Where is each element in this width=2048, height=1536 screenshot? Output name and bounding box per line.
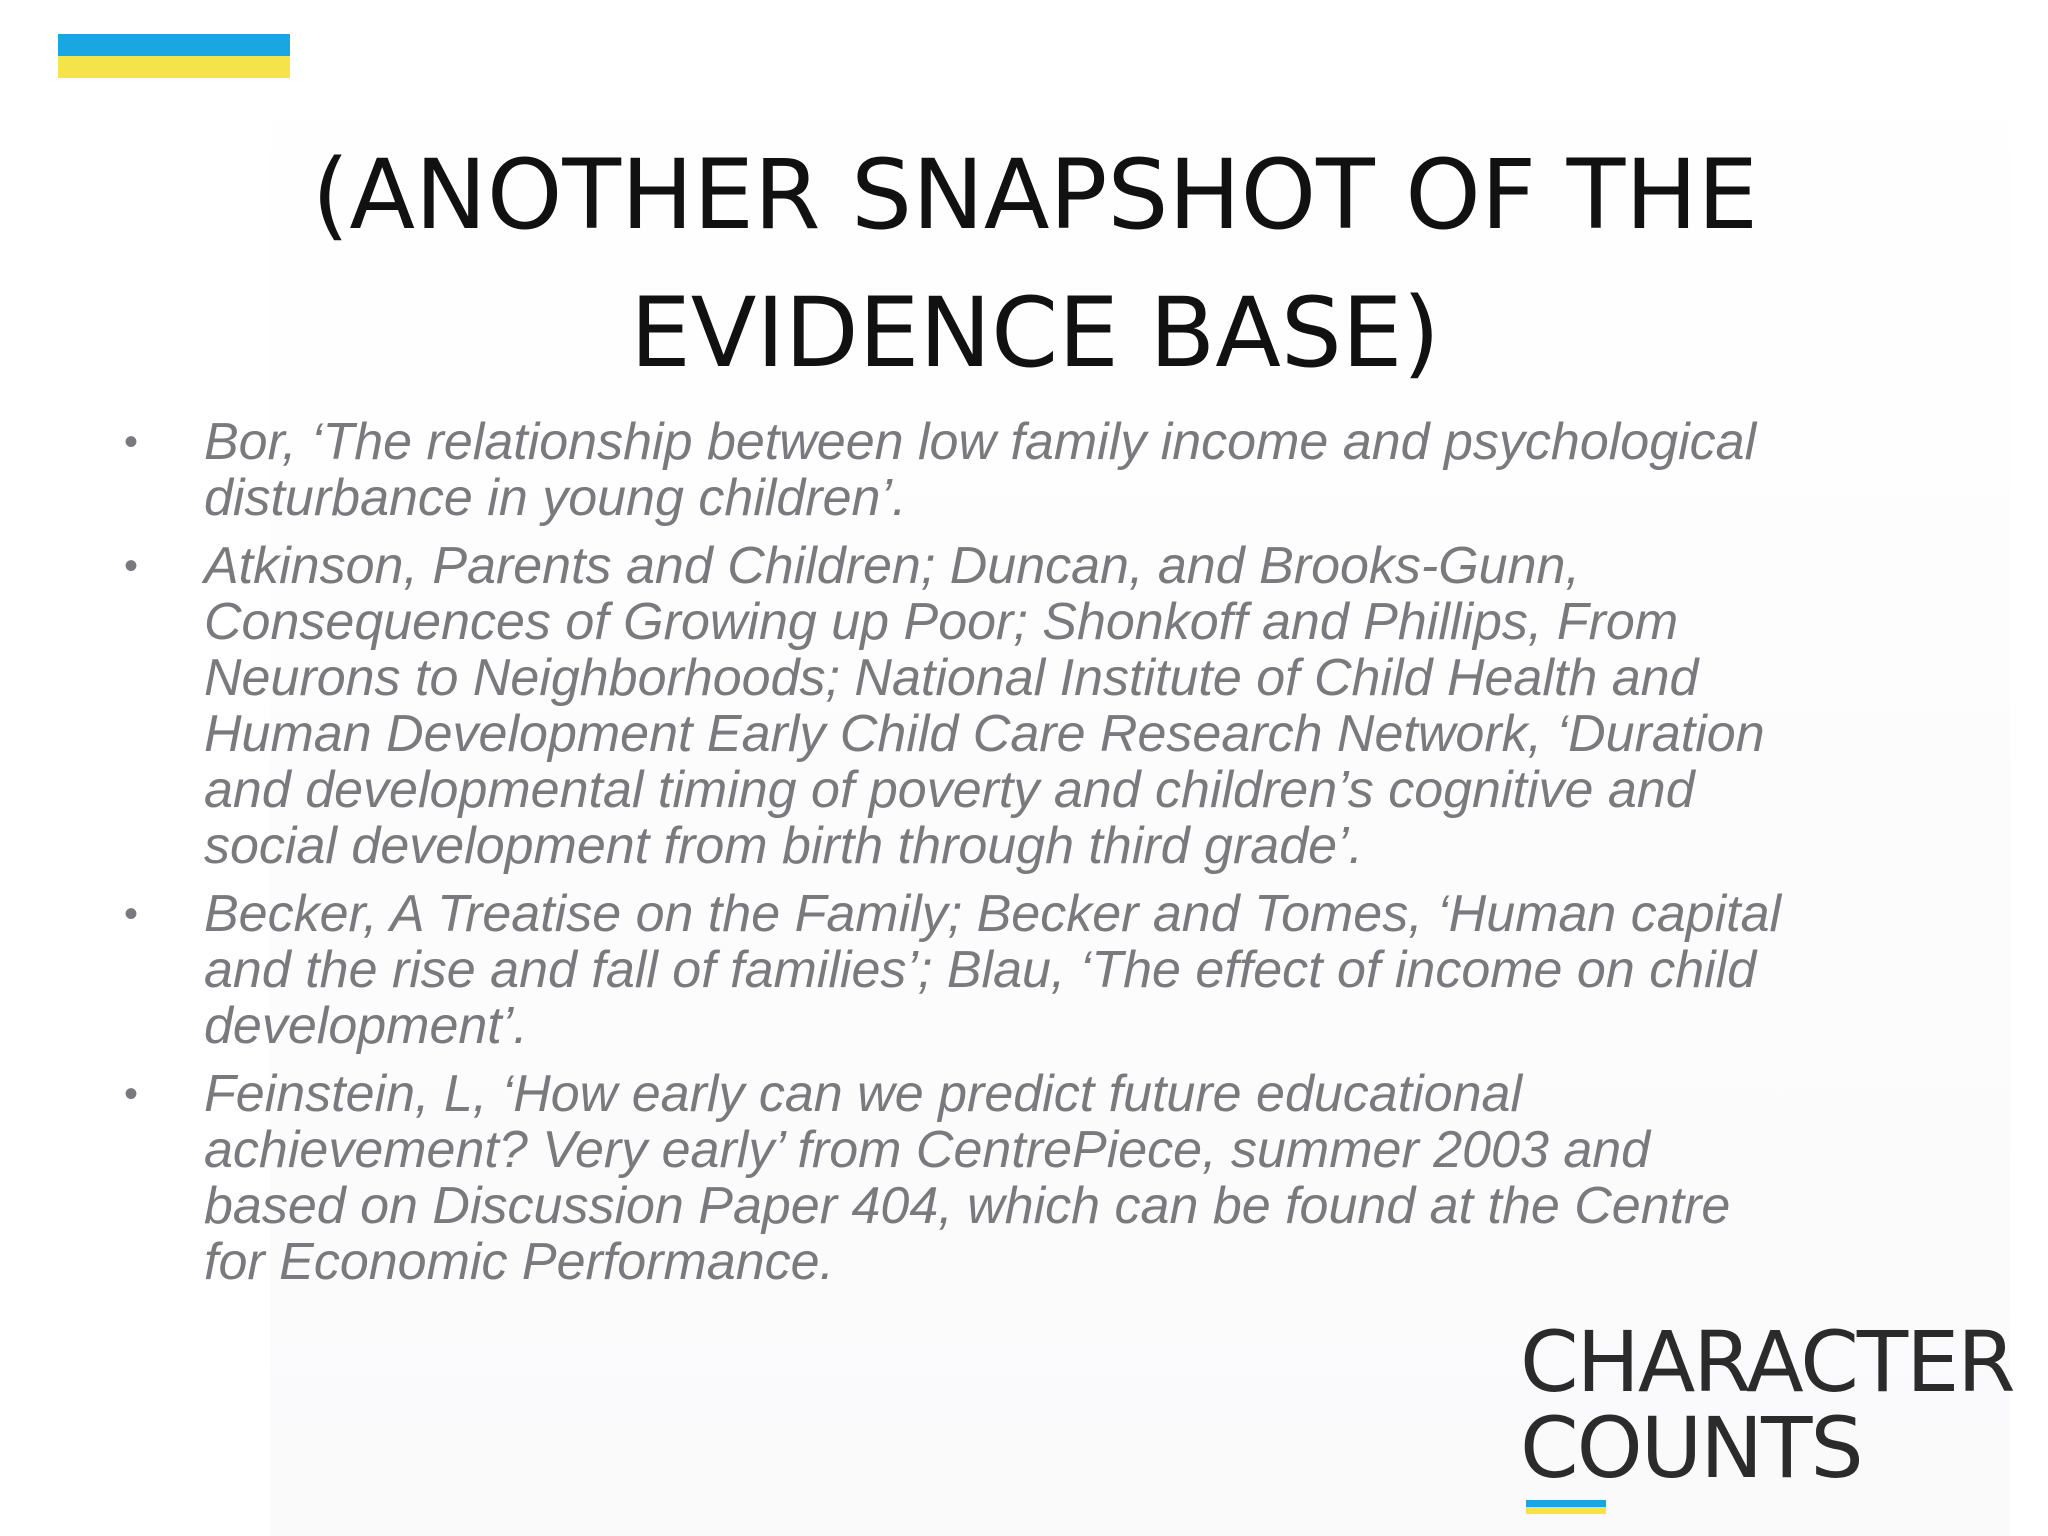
reference-item xyxy=(110,886,1990,1054)
character-counts-logo xyxy=(1520,1310,2020,1520)
reference-line: and developmental timing of poverty and children’s cognitive and xyxy=(204,761,1695,819)
reference-line: Human Development Early Child Care Research Network, ‘Duration xyxy=(204,705,1765,763)
reference-line: based on Discussion Paper 404, which can be found at the Centre xyxy=(204,1177,1731,1235)
reference-item xyxy=(110,538,1990,874)
bullet-icon: • xyxy=(124,1072,139,1116)
bullet-icon: • xyxy=(124,420,139,464)
reference-line: social development from birth through third grade’. xyxy=(204,817,1364,875)
reference-line: Bor, ‘The relationship between low family income and psychological xyxy=(204,413,1757,471)
reference-line: development’. xyxy=(204,997,528,1055)
reference-item xyxy=(110,414,1990,526)
logo-flag-yellow-stripe xyxy=(1526,1507,1606,1514)
reference-line: Becker, A Treatise on the Family; Becker and Tomes, ‘Human capital xyxy=(204,885,1782,943)
logo-flag-icon xyxy=(1526,1500,1606,1514)
reference-line: for Economic Performance. xyxy=(204,1233,835,1291)
logo-flag-blue-stripe xyxy=(1526,1500,1606,1507)
reference-line: Feinstein, L, ‘How early can we predict future educational xyxy=(204,1065,1523,1123)
flag-yellow-stripe xyxy=(58,56,290,78)
reference-line: and the rise and fall of families’; Blau, ‘The effect of income on child xyxy=(204,941,1757,999)
reference-line: disturbance in young children’. xyxy=(204,469,907,527)
title-line-2: EVIDENCE BASE) xyxy=(630,277,1440,390)
bullet-icon: • xyxy=(124,544,139,588)
slide-title xyxy=(120,126,1950,402)
reference-line: Neurons to Neighborhoods; National Institute of Child Health and xyxy=(204,649,1699,707)
reference-line: Atkinson, Parents and Children; Duncan, and Brooks-Gunn, xyxy=(204,537,1580,595)
reference-line: Consequences of Growing up Poor; Shonkoff and Phillips, From xyxy=(204,593,1679,651)
reference-item xyxy=(110,1066,1990,1290)
reference-line: achievement? Very early’ from CentrePiece, summer 2003 and xyxy=(204,1121,1651,1179)
logo-line-1: CHARACTER xyxy=(1520,1313,2014,1411)
bullet-icon: • xyxy=(124,892,139,936)
reference-list xyxy=(110,414,1990,1302)
flag-blue-stripe xyxy=(58,34,290,56)
logo-line-2: COUNTS xyxy=(1520,1399,1862,1497)
flag-icon xyxy=(58,34,290,78)
title-line-1: (ANOTHER SNAPSHOT OF THE xyxy=(311,139,1759,252)
